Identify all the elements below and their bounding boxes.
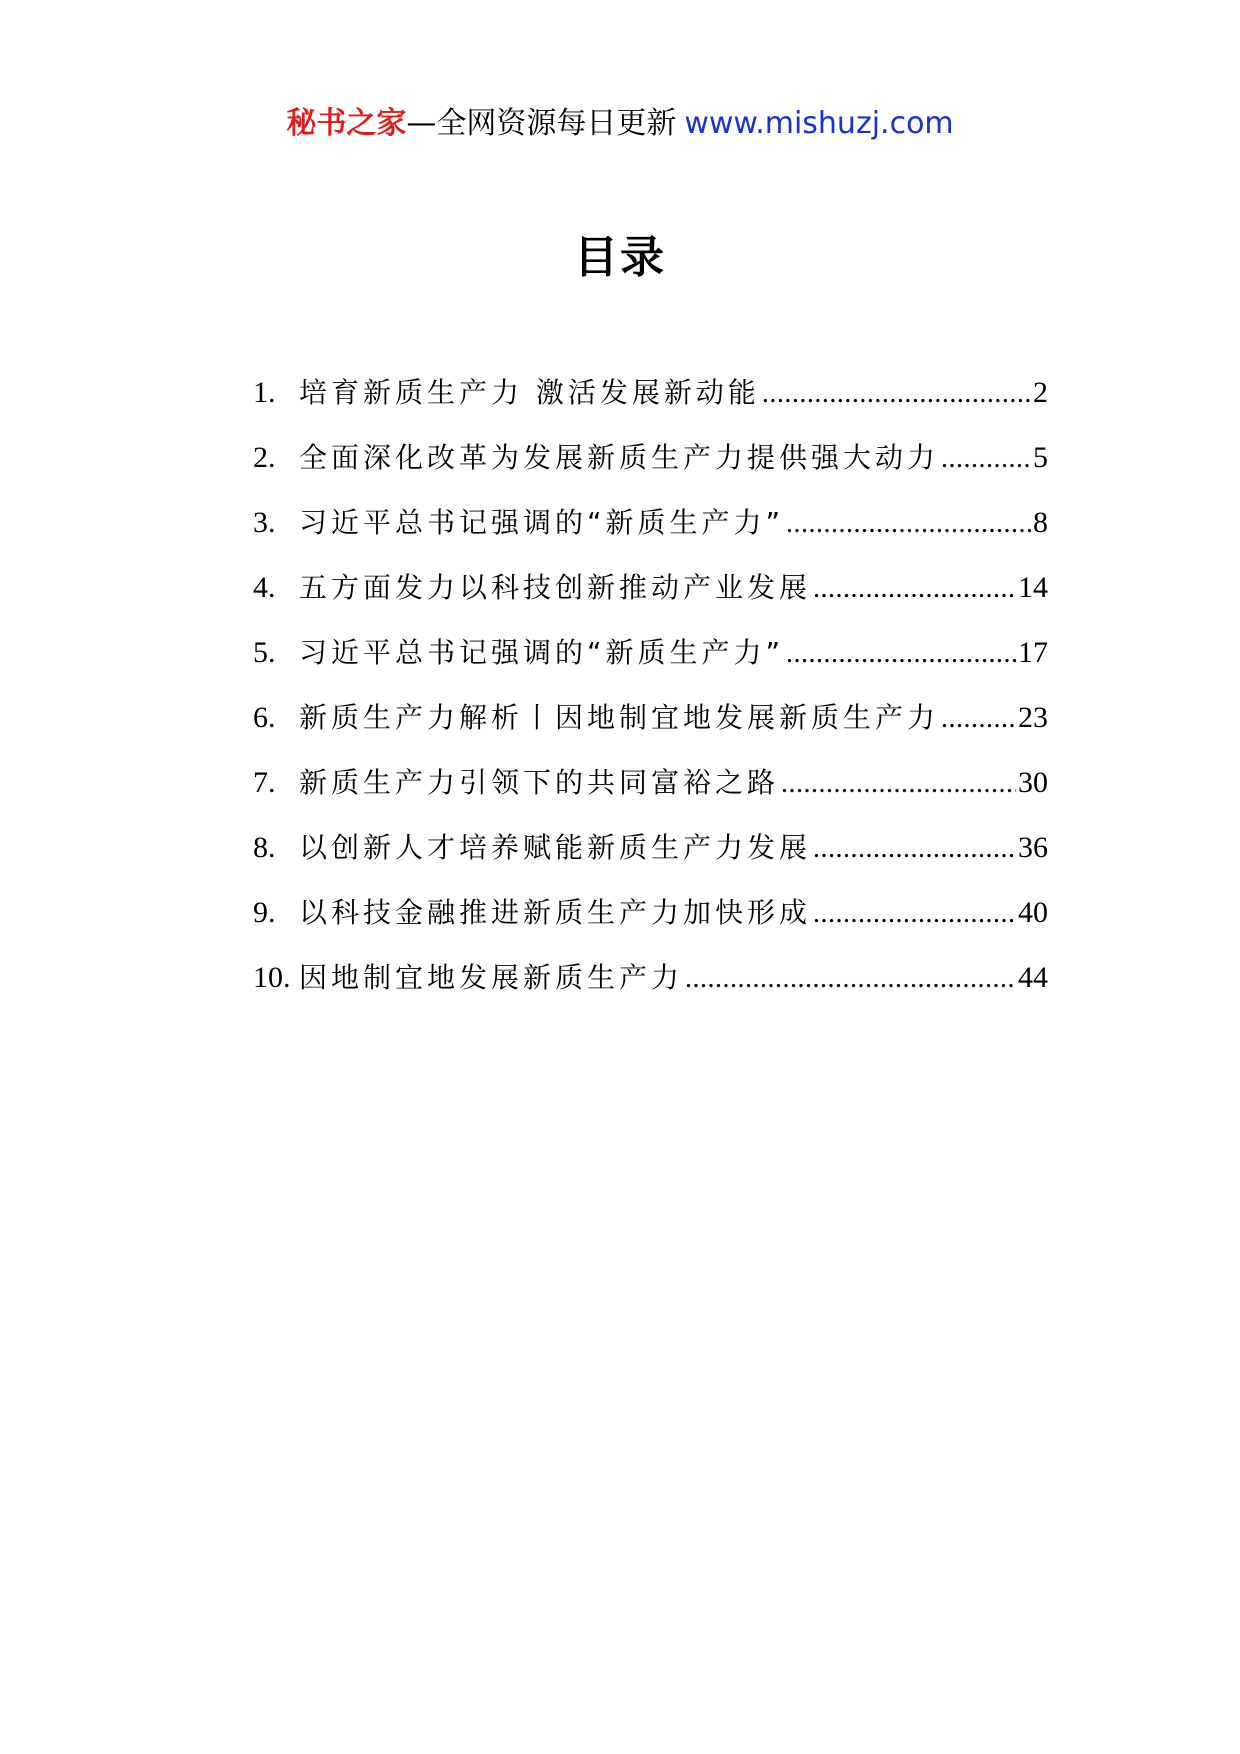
toc-dot-leader: [813, 826, 1016, 872]
toc-entry-page: 17: [1018, 636, 1048, 669]
toc-entry-number: 3.: [253, 506, 276, 539]
toc-entry-page: 5: [1033, 441, 1048, 474]
toc-entry-title: 五方面发力以科技创新推动产业发展: [299, 571, 812, 604]
toc-dot-leader: [762, 371, 1031, 417]
toc-entry-page: 8: [1033, 506, 1048, 539]
toc-entry-number: 1.: [253, 376, 276, 409]
toc-entry-page: 36: [1018, 831, 1048, 864]
toc-entry[interactable]: [253, 370, 1048, 435]
toc-dot-leader: [941, 436, 1031, 482]
toc-entry[interactable]: [253, 890, 1048, 955]
toc-entry-title: 因地制宜地发展新质生产力: [299, 961, 684, 994]
toc-entry-title: 新质生产力引领下的共同富裕之路: [299, 766, 780, 799]
toc-entry-page: 30: [1018, 766, 1048, 799]
toc-entry-number: 8.: [253, 831, 276, 864]
header-tagline: —全网资源每日更新: [406, 106, 677, 141]
site-url-link[interactable]: www.mishuzj.com: [684, 106, 954, 141]
toc-entry-page: 14: [1018, 571, 1048, 604]
toc-entry-page: 44: [1018, 961, 1048, 994]
toc-entry-page: 40: [1018, 896, 1048, 929]
toc-entry[interactable]: [253, 825, 1048, 890]
brand-name: 秘书之家: [286, 106, 407, 141]
toc-entry-number: 6.: [253, 701, 276, 734]
site-header: [0, 100, 1240, 148]
page-title: 目录: [574, 232, 666, 283]
toc-entry-title: 培育新质生产力 激活发展新动能: [299, 376, 760, 409]
toc-dot-leader: [941, 696, 1016, 742]
toc-entry[interactable]: [253, 500, 1048, 565]
toc-entry-title: 习近平总书记强调的“新质生产力”: [299, 636, 785, 669]
toc-entry[interactable]: [253, 435, 1048, 500]
toc-dot-leader: [813, 566, 1016, 612]
toc-entry-title: 以科技金融推进新质生产力加快形成: [299, 896, 812, 929]
table-of-contents: [253, 370, 1048, 1020]
toc-entry-page: 2: [1033, 376, 1048, 409]
toc-entry-title: 以创新人才培养赋能新质生产力发展: [299, 831, 812, 864]
toc-entry-title: 新质生产力解析丨因地制宜地发展新质生产力: [299, 701, 940, 734]
toc-dot-leader: [786, 501, 1031, 547]
toc-entry-title: 全面深化改革为发展新质生产力提供强大动力: [299, 441, 940, 474]
toc-entry-title: 习近平总书记强调的“新质生产力”: [299, 506, 785, 539]
toc-entry-number: 2.: [253, 441, 276, 474]
toc-dot-leader: [685, 956, 1016, 1002]
toc-dot-leader: [813, 891, 1016, 937]
toc-entry-number: 10.: [253, 961, 291, 994]
toc-entry[interactable]: [253, 630, 1048, 695]
toc-entry-page: 23: [1018, 701, 1048, 734]
toc-entry[interactable]: [253, 695, 1048, 760]
toc-entry-number: 5.: [253, 636, 276, 669]
toc-entry[interactable]: [253, 955, 1048, 1020]
toc-entry[interactable]: [253, 760, 1048, 825]
toc-entry-number: 7.: [253, 766, 276, 799]
toc-entry-number: 9.: [253, 896, 276, 929]
toc-entry-number: 4.: [253, 571, 276, 604]
toc-entry[interactable]: [253, 565, 1048, 630]
toc-dot-leader: [781, 761, 1016, 807]
toc-dot-leader: [786, 631, 1016, 677]
